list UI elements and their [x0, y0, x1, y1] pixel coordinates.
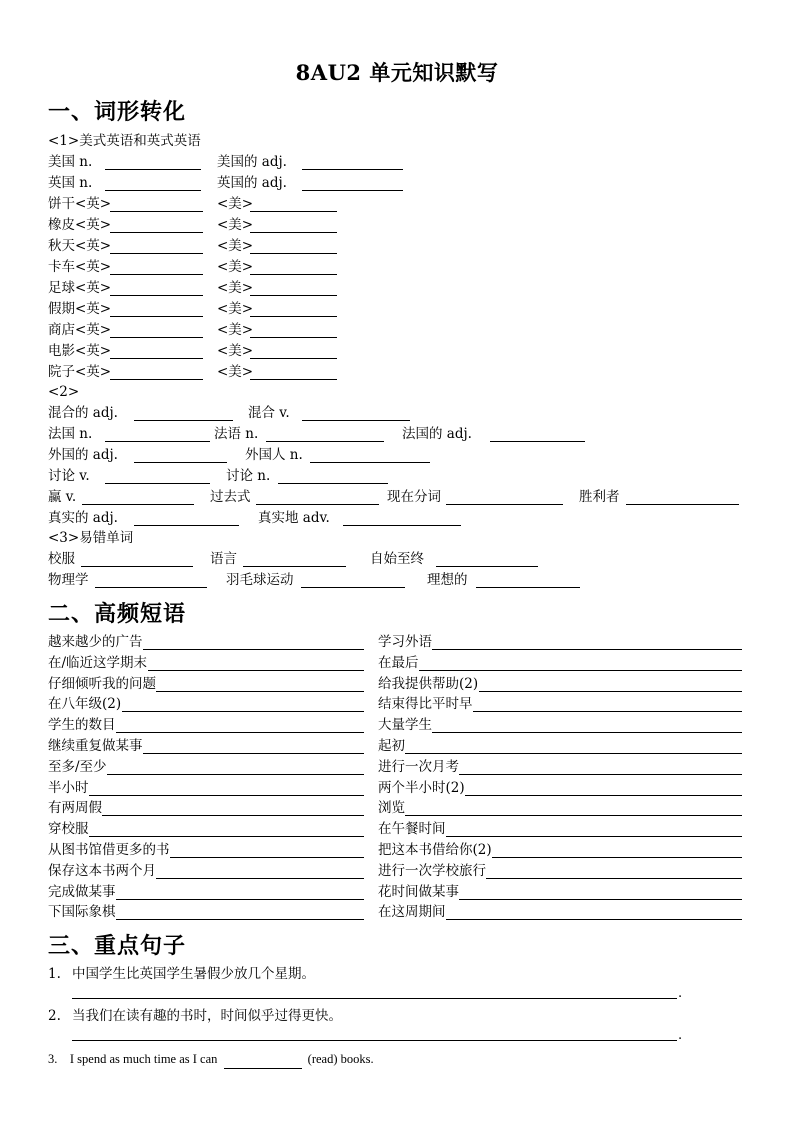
word-label: 羽毛球运动 — [226, 572, 294, 588]
word-label: <美> — [217, 238, 254, 254]
subheading-3-text: <3>易错单词 — [48, 530, 134, 546]
phrase-item — [378, 861, 742, 881]
sentence-end: . — [678, 1028, 683, 1043]
answer-blank[interactable] — [250, 211, 337, 212]
phrase-item — [48, 882, 364, 902]
phrase-label: 花时间做某事 — [378, 883, 459, 900]
phrase-label: 完成做某事 — [48, 883, 116, 900]
word-item — [387, 487, 563, 507]
subheading-1 — [48, 131, 201, 151]
word-item — [210, 549, 346, 569]
answer-blank[interactable] — [486, 878, 742, 879]
answer-blank[interactable] — [436, 566, 538, 567]
word-label: <美> — [217, 301, 254, 317]
word-item — [48, 341, 203, 361]
phrase-item — [378, 674, 742, 694]
word-item — [48, 424, 210, 444]
word-label: <美> — [217, 196, 254, 212]
answer-blank[interactable] — [302, 169, 403, 170]
word-item — [217, 194, 337, 214]
phrase-item — [48, 902, 364, 922]
word-item — [48, 362, 203, 382]
word-item — [48, 152, 201, 172]
answer-blank[interactable] — [250, 316, 337, 317]
phrase-label: 有两周假 — [48, 800, 102, 817]
answer-blank[interactable] — [110, 358, 203, 359]
answer-blank[interactable] — [310, 462, 430, 463]
word-label: 法语 n. — [214, 426, 259, 442]
word-item — [48, 236, 203, 256]
answer-blank[interactable] — [148, 670, 364, 671]
word-label: <美> — [217, 217, 254, 233]
answer-blank[interactable] — [134, 525, 239, 526]
answer-blank[interactable] — [419, 670, 742, 671]
answer-blank[interactable] — [110, 274, 203, 275]
answer-blank[interactable] — [278, 483, 388, 484]
word-label: 语言 — [210, 551, 237, 567]
answer-blank[interactable] — [490, 441, 585, 442]
answer-blank[interactable] — [110, 379, 203, 380]
answer-blank[interactable] — [89, 795, 364, 796]
word-item — [48, 173, 201, 193]
phrase-item — [48, 736, 364, 756]
answer-blank[interactable] — [302, 420, 410, 421]
word-label: 橡皮<英> — [48, 217, 112, 233]
word-item — [48, 257, 203, 277]
phrase-item — [378, 757, 742, 777]
phrase-item — [378, 632, 742, 652]
phrase-label: 大量学生 — [378, 717, 432, 734]
answer-blank[interactable] — [405, 815, 742, 816]
word-item — [48, 299, 203, 319]
word-label: 理想的 — [427, 572, 468, 588]
phrase-label: 进行一次月考 — [378, 758, 459, 775]
phrase-label: 学生的数目 — [48, 717, 116, 734]
sentence-number: 2. — [48, 1008, 61, 1024]
phrase-item — [48, 819, 364, 839]
word-label: 饼干<英> — [48, 196, 112, 212]
word-item — [217, 299, 337, 319]
answer-blank[interactable] — [134, 420, 233, 421]
phrase-label: 在午餐时间 — [378, 821, 446, 838]
word-item — [248, 403, 410, 423]
word-label: 混合 v. — [248, 405, 290, 421]
answer-blank[interactable] — [105, 483, 210, 484]
word-item — [48, 194, 203, 214]
word-item — [217, 278, 337, 298]
word-item — [48, 278, 203, 298]
word-label: 法国的 adj. — [402, 426, 472, 442]
answer-blank[interactable] — [250, 253, 337, 254]
answer-blank[interactable] — [250, 358, 337, 359]
section-heading-2: 二、高频短语 — [48, 601, 187, 627]
sentence-text-after: (read) books. — [307, 1052, 374, 1066]
answer-blank[interactable] — [110, 253, 203, 254]
sentence-text-before: I spend as much time as I can — [69, 1052, 218, 1066]
word-item — [217, 152, 403, 172]
answer-blank[interactable] — [446, 919, 742, 920]
word-item — [48, 403, 233, 423]
word-label: 讨论 n. — [226, 468, 271, 484]
phrase-label: 进行一次学校旅行 — [378, 862, 486, 879]
word-label: 真实地 adv. — [258, 510, 330, 526]
answer-blank[interactable] — [343, 525, 461, 526]
phrase-item — [378, 694, 742, 714]
sentence-number: 1. — [48, 966, 61, 982]
subheading-2 — [48, 382, 79, 402]
sentence-end: . — [678, 986, 683, 1001]
phrase-label: 越来越少的广告 — [48, 634, 143, 650]
sentence-number: 3. — [48, 1052, 58, 1066]
phrase-label: 在最后 — [378, 654, 419, 671]
word-label: 秋天<英> — [48, 238, 112, 254]
word-item — [427, 570, 580, 590]
word-label: <美> — [217, 364, 254, 380]
word-item — [217, 215, 337, 235]
sentence-2 — [48, 1006, 342, 1026]
answer-blank[interactable] — [105, 169, 201, 170]
word-item — [214, 424, 384, 444]
word-label: 法国 n. — [48, 426, 93, 442]
phrase-item — [378, 778, 742, 798]
phrase-item — [378, 715, 742, 735]
word-item — [48, 508, 239, 528]
phrase-label: 在这周期间 — [378, 904, 446, 921]
word-label: 校服 — [48, 551, 75, 567]
answer-blank[interactable] — [432, 732, 742, 733]
word-label: 真实的 adj. — [48, 510, 118, 526]
phrase-item — [48, 757, 364, 777]
phrase-label: 下国际象棋 — [48, 904, 116, 921]
sentence-text: 中国学生比英国学生暑假少放几个星期。 — [72, 966, 315, 982]
answer-blank[interactable] — [105, 190, 201, 191]
answer-blank[interactable] — [170, 857, 364, 858]
answer-blank[interactable] — [250, 274, 337, 275]
word-item — [48, 445, 227, 465]
phrase-item — [378, 653, 742, 673]
phrase-item — [48, 674, 364, 694]
answer-blank[interactable] — [473, 711, 742, 712]
phrase-label: 继续重复做某事 — [48, 738, 143, 754]
answer-blank[interactable] — [301, 587, 405, 588]
answer-blank[interactable] — [446, 836, 742, 837]
word-label: 英国 n. — [48, 175, 93, 191]
answer-blank[interactable] — [110, 232, 203, 233]
word-item — [226, 466, 388, 486]
answer-blank[interactable] — [156, 691, 364, 692]
phrase-item — [378, 819, 742, 839]
answer-blank[interactable] — [250, 337, 337, 338]
phrase-item — [48, 778, 364, 798]
answer-blank[interactable] — [256, 504, 379, 505]
answer-blank[interactable] — [459, 774, 742, 775]
answer-blank[interactable] — [116, 899, 364, 900]
phrase-label: 至多/至少 — [48, 758, 107, 775]
phrase-label: 半小时 — [48, 779, 89, 796]
answer-blank[interactable] — [110, 316, 203, 317]
phrase-label: 保存这本书两个月 — [48, 862, 156, 879]
word-label: 自始至终 — [370, 551, 424, 567]
word-label: 足球<英> — [48, 280, 112, 296]
answer-blank[interactable] — [459, 899, 742, 900]
word-label: 电影<英> — [48, 343, 112, 359]
word-item — [579, 487, 739, 507]
answer-blank[interactable] — [89, 836, 364, 837]
word-item — [258, 508, 461, 528]
answer-blank[interactable] — [302, 190, 403, 191]
word-item — [217, 320, 337, 340]
word-item — [217, 257, 337, 277]
word-label: 现在分词 — [387, 489, 441, 505]
phrase-label: 结束得比平时早 — [378, 696, 473, 713]
subheading-3 — [48, 528, 133, 548]
word-item — [48, 215, 203, 235]
word-label: 美国 n. — [48, 154, 93, 170]
word-label: 赢 v. — [48, 489, 77, 505]
word-label: 卡车<英> — [48, 259, 112, 275]
phrase-item — [378, 736, 742, 756]
answer-line-1[interactable] — [72, 998, 677, 999]
phrase-item — [378, 902, 742, 922]
answer-blank[interactable] — [102, 815, 364, 816]
answer-blank[interactable] — [143, 753, 364, 754]
word-label: 外国人 n. — [245, 447, 303, 463]
answer-blank[interactable] — [122, 711, 364, 712]
answer-blank[interactable] — [479, 691, 742, 692]
word-item — [48, 570, 207, 590]
phrase-item — [48, 694, 364, 714]
answer-blank[interactable] — [105, 441, 210, 442]
phrase-item — [48, 798, 364, 818]
word-label: <美> — [217, 343, 254, 359]
answer-blank[interactable] — [156, 878, 364, 879]
word-item — [48, 549, 193, 569]
answer-blank[interactable] — [266, 441, 384, 442]
word-item — [48, 466, 210, 486]
answer-blank[interactable] — [432, 649, 742, 650]
phrase-item — [378, 882, 742, 902]
word-label: <美> — [217, 322, 254, 338]
word-label: <美> — [217, 280, 254, 296]
word-item — [48, 487, 194, 507]
answer-blank[interactable] — [110, 295, 203, 296]
phrase-item — [48, 840, 364, 860]
word-label: 讨论 v. — [48, 468, 90, 484]
section-heading-1: 一、词形转化 — [48, 99, 187, 125]
answer-blank[interactable] — [95, 587, 207, 588]
answer-blank[interactable] — [116, 732, 364, 733]
answer-blank[interactable] — [446, 504, 563, 505]
word-item — [210, 487, 379, 507]
word-label: 胜利者 — [579, 489, 620, 505]
phrase-item — [378, 840, 742, 860]
subheading-2-text: <2> — [48, 384, 80, 400]
sentence-3 — [48, 1049, 374, 1069]
word-label: 美国的 adj. — [217, 154, 287, 170]
phrase-label: 从图书馆借更多的书 — [48, 842, 170, 858]
answer-blank[interactable] — [81, 566, 193, 567]
answer-blank[interactable] — [243, 566, 346, 567]
phrase-label: 把这本书借给你(2) — [378, 842, 492, 858]
phrase-item — [48, 653, 364, 673]
word-item — [245, 445, 430, 465]
phrase-label: 两个半小时(2) — [378, 779, 465, 796]
answer-blank[interactable] — [250, 295, 337, 296]
phrase-label: 学习外语 — [378, 634, 432, 650]
phrase-item — [378, 798, 742, 818]
phrase-label: 在八年级(2) — [48, 696, 122, 713]
answer-blank[interactable] — [476, 587, 580, 588]
phrase-item — [48, 715, 364, 735]
answer-blank[interactable] — [110, 211, 203, 212]
word-item — [402, 424, 585, 444]
word-label: 混合的 adj. — [48, 405, 118, 421]
word-item — [217, 236, 337, 256]
answer-blank[interactable] — [143, 649, 364, 650]
word-label: 假期<英> — [48, 301, 112, 317]
answer-blank[interactable] — [465, 795, 742, 796]
word-item — [217, 362, 337, 382]
phrase-label: 给我提供帮助(2) — [378, 675, 479, 692]
answer-blank[interactable] — [134, 462, 227, 463]
phrase-item — [48, 861, 364, 881]
answer-blank[interactable] — [116, 919, 364, 920]
word-label: 院子<英> — [48, 364, 112, 380]
sentence-text: 当我们在读有趣的书时，时间似乎过得更快。 — [72, 1008, 342, 1024]
phrase-item — [48, 632, 364, 652]
answer-blank[interactable] — [110, 337, 203, 338]
phrase-label: 在/临近这学期末 — [48, 654, 148, 671]
sentence-1 — [48, 964, 315, 984]
word-label: 物理学 — [48, 572, 89, 588]
word-label: 商店<英> — [48, 322, 112, 338]
section-heading-3: 三、重点句子 — [48, 933, 187, 959]
answer-blank[interactable] — [250, 379, 337, 380]
answer-blank[interactable] — [626, 504, 739, 505]
fill-blank[interactable] — [224, 1054, 302, 1069]
answer-line-2[interactable] — [72, 1040, 677, 1041]
answer-blank[interactable] — [405, 753, 742, 754]
word-label: 英国的 adj. — [217, 175, 287, 191]
subheading-1-text: <1>美式英语和英式英语 — [48, 133, 201, 149]
phrase-label: 浏览 — [378, 800, 405, 817]
word-item — [217, 341, 337, 361]
word-item — [217, 173, 403, 193]
word-item — [48, 320, 203, 340]
answer-blank[interactable] — [492, 857, 742, 858]
word-label: 外国的 adj. — [48, 447, 118, 463]
word-item — [370, 549, 538, 569]
word-label: 过去式 — [210, 489, 251, 505]
answer-blank[interactable] — [107, 774, 364, 775]
word-item — [226, 570, 405, 590]
phrase-label: 仔细倾听我的问题 — [48, 675, 156, 692]
phrase-label: 穿校服 — [48, 821, 89, 838]
page-title: 8AU2 单元知识默写 — [295, 60, 499, 85]
answer-blank[interactable] — [82, 504, 194, 505]
phrase-label: 起初 — [378, 738, 405, 754]
word-label: <美> — [217, 259, 254, 275]
answer-blank[interactable] — [250, 232, 337, 233]
